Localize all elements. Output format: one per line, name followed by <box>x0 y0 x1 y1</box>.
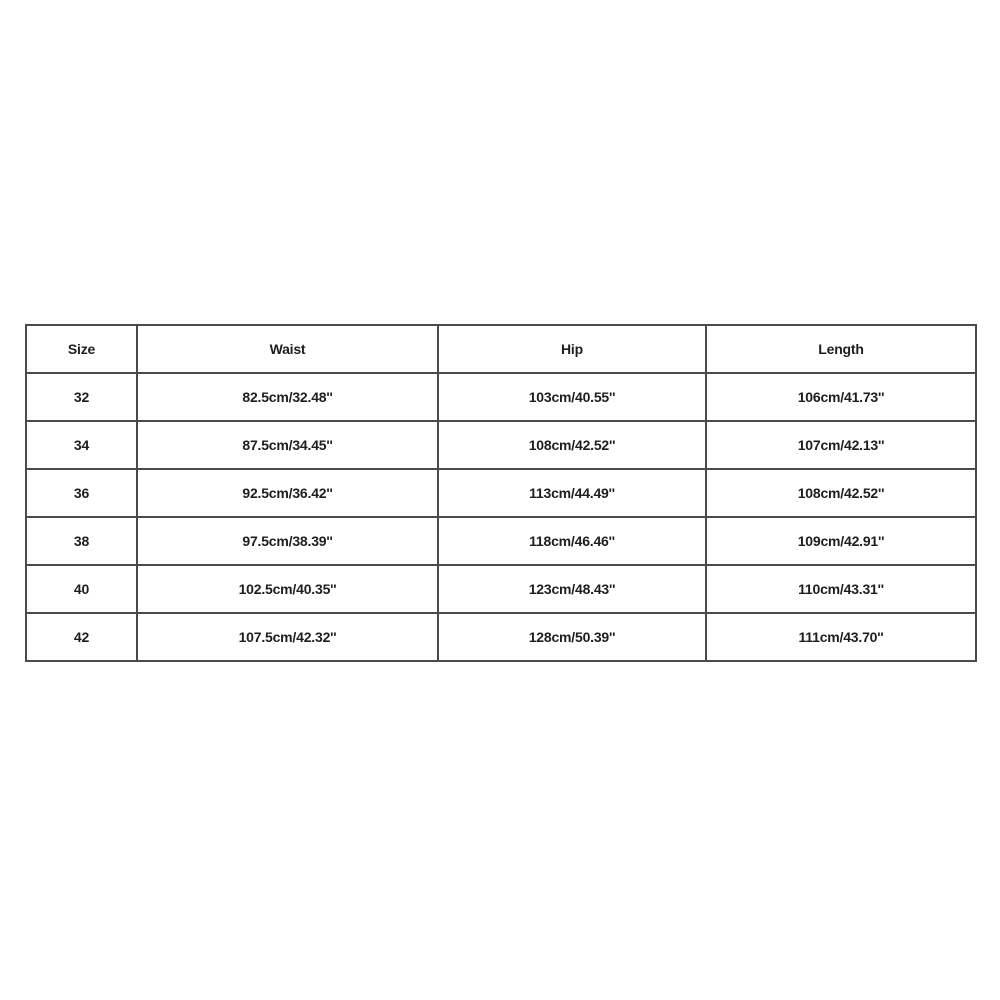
cell-length: 108cm/42.52'' <box>706 469 976 517</box>
header-length: Length <box>706 325 976 373</box>
cell-waist: 87.5cm/34.45'' <box>137 421 438 469</box>
cell-length: 109cm/42.91'' <box>706 517 976 565</box>
table-row <box>26 565 976 613</box>
cell-waist: 107.5cm/42.32'' <box>137 613 438 661</box>
cell-length: 110cm/43.31'' <box>706 565 976 613</box>
cell-size: 40 <box>26 565 137 613</box>
cell-waist: 97.5cm/38.39'' <box>137 517 438 565</box>
cell-hip: 128cm/50.39'' <box>438 613 706 661</box>
cell-waist: 82.5cm/32.48'' <box>137 373 438 421</box>
cell-hip: 123cm/48.43'' <box>438 565 706 613</box>
cell-size: 36 <box>26 469 137 517</box>
cell-length: 107cm/42.13'' <box>706 421 976 469</box>
header-waist: Waist <box>137 325 438 373</box>
cell-size: 42 <box>26 613 137 661</box>
table-row <box>26 613 976 661</box>
cell-hip: 118cm/46.46'' <box>438 517 706 565</box>
cell-length: 106cm/41.73'' <box>706 373 976 421</box>
table-row <box>26 373 976 421</box>
cell-length: 111cm/43.70'' <box>706 613 976 661</box>
header-size: Size <box>26 325 137 373</box>
table-row <box>26 517 976 565</box>
table-header-row <box>26 325 976 373</box>
table-row <box>26 421 976 469</box>
cell-waist: 92.5cm/36.42'' <box>137 469 438 517</box>
table-row <box>26 469 976 517</box>
cell-size: 32 <box>26 373 137 421</box>
cell-hip: 103cm/40.55'' <box>438 373 706 421</box>
cell-hip: 108cm/42.52'' <box>438 421 706 469</box>
cell-size: 34 <box>26 421 137 469</box>
cell-hip: 113cm/44.49'' <box>438 469 706 517</box>
cell-size: 38 <box>26 517 137 565</box>
cell-waist: 102.5cm/40.35'' <box>137 565 438 613</box>
size-chart-table <box>25 324 977 662</box>
header-hip: Hip <box>438 325 706 373</box>
